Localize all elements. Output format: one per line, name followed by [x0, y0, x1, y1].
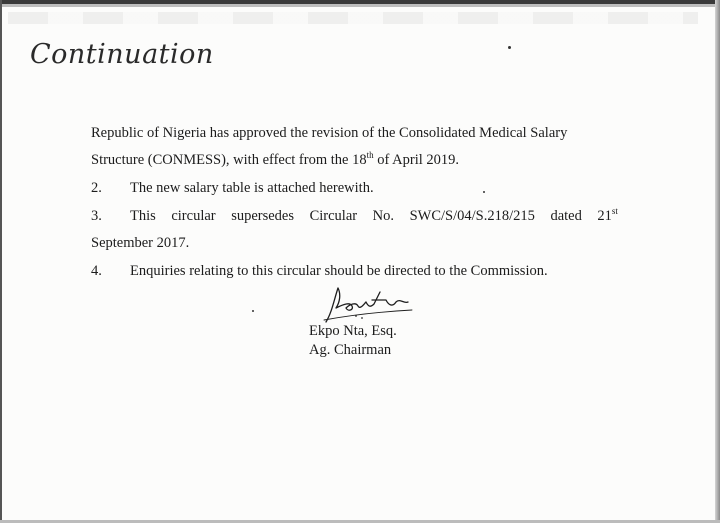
- scan-edge-right: [715, 0, 720, 523]
- item-3-word: This: [130, 208, 156, 224]
- intro-line-2-text: Structure (CONMESS), with effect from the 18: [91, 152, 367, 168]
- scan-speck: [508, 46, 511, 49]
- item-2-number: 2.: [91, 180, 102, 196]
- scan-speck: [252, 310, 254, 312]
- scan-edge-top: [0, 0, 720, 7]
- signatory-title: Ag. Chairman: [309, 342, 392, 358]
- item-3-word: circular: [171, 208, 216, 224]
- ordinal-suffix: th: [366, 150, 374, 160]
- item-3-line-1: [130, 207, 618, 225]
- ordinal-suffix: st: [611, 206, 618, 216]
- handwritten-signature: [316, 282, 416, 326]
- scan-speck: [483, 191, 485, 193]
- item-3-line-2: September 2017.: [91, 235, 190, 251]
- intro-line-1: Republic of Nigeria has approved the revision of the Consolidated Medical Salary: [91, 125, 568, 141]
- item-3-word: Circular: [309, 208, 358, 224]
- item-4-number: 4.: [91, 263, 102, 279]
- item-3-date: [597, 207, 618, 225]
- intro-line-2-end: of April 2019.: [373, 152, 459, 168]
- item-4-text: Enquiries relating to this circular should be directed to the Commission.: [130, 263, 548, 279]
- circular-reference: SWC/S/04/S.218/215: [409, 208, 535, 224]
- item-3-number: 3.: [91, 208, 102, 224]
- continuation-heading: Continuation: [30, 39, 214, 70]
- signatory-name: Ekpo Nta, Esq.: [309, 323, 397, 339]
- intro-line-2: [91, 151, 459, 169]
- item-3-date-day: 21: [597, 208, 612, 224]
- item-3-word: dated: [550, 208, 582, 224]
- scan-edge-left: [0, 0, 2, 523]
- bleed-through-band: [8, 12, 698, 24]
- item-3-word: No.: [372, 208, 395, 224]
- item-3-word: supersedes: [231, 208, 295, 224]
- item-2-text: The new salary table is attached herewith.: [130, 180, 374, 196]
